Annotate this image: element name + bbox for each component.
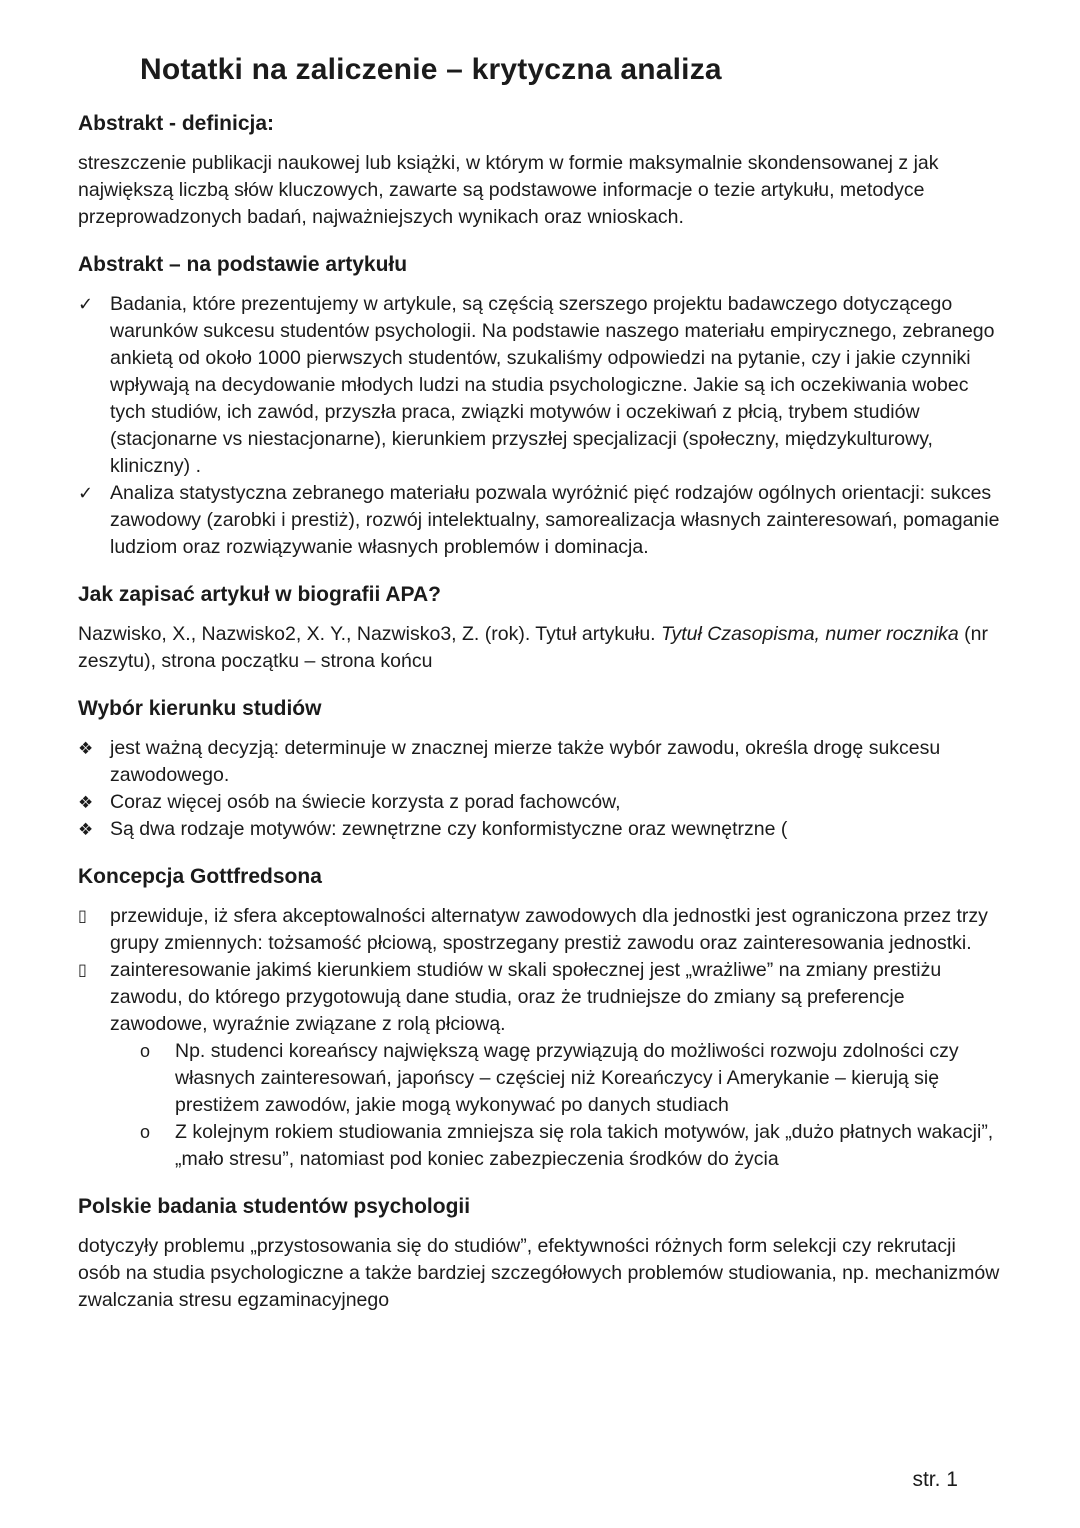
paragraph-apa	[78, 621, 1000, 675]
sub-list-item-text: Np. studenci koreańscy największą wagę przywiązują do możliwości rozwoju zdolności czy własnych zainteresowań, japońscy – częściej niż Koreańczycy i Amerykanie – kierują się prestiżem zawodów, jakie mogą wykonywać po danych studiach	[175, 1040, 959, 1116]
heading-apa: Jak zapisać artykuł w biografii APA?	[78, 583, 441, 606]
heading-abstrakt-definicja: Abstrakt - definicja:	[78, 112, 275, 135]
apa-text-italic: Tytuł Czasopisma, numer rocznika	[661, 623, 959, 645]
checkmark-icon: ✓	[78, 483, 94, 503]
circle-bullet-icon: o	[140, 1041, 151, 1061]
paragraph-polskie-badania: dotyczyły problemu „przystosowania się do studiów”, efektywności różnych form selekcji czy rekrutacji osób na studia psychologiczne a także bardziej szczegółowych problemów studiowania, np. mechanizmów zwalczania stresu egzaminacyjnego	[78, 1235, 1000, 1311]
list-item-text: Coraz więcej osób na świecie korzysta z porad fachowców,	[110, 791, 621, 813]
page-number: str. 1	[912, 1468, 958, 1491]
gottfredson-bullet-list	[78, 903, 1000, 1173]
apa-text-regular: Nazwisko, X., Nazwisko2, X. Y., Nazwisko3, Z. (rok). Tytuł artykułu.	[78, 623, 662, 645]
list-item-text: Badania, które prezentujemy w artykule, są częścią szerszego projektu badawczego dotyczącego warunków sukcesu studentów psychologii. Na podstawie naszego materiału empirycznego, zebranego ankietą od około 1000 pierwszych studentów, szukaliśmy odpowiedzi na pytanie, czy i jakie czynniki wpływają na decydowanie młodych ludzi na studia psychologiczne. Jakie są ich oczekiwania wobec tych studiów, ich zawód, przyszła praca, związki motywów i oczekiwań z płcią, trybem studiów (stacjonarne vs niestacjonarne), kierunkiem przyszłej specjalizacji (społeczny, międzykulturowy, kliniczny) .	[110, 293, 995, 477]
missing-glyph-bullet-icon: ▯	[78, 908, 87, 925]
diamond-bullet-icon: ❖	[78, 820, 94, 839]
list-item	[78, 480, 1000, 561]
diamond-bullet-icon: ❖	[78, 739, 94, 758]
checkmark-bullet-list	[78, 291, 1000, 561]
heading-gottfredson: Koncepcja Gottfredsona	[78, 865, 322, 888]
sub-list-item	[140, 1119, 1000, 1173]
list-item	[78, 291, 1000, 480]
paragraph-abstrakt-definicja: streszczenie publikacji naukowej lub książki, w którym w formie maksymalnie skondensowanej z jak największą liczbą słów kluczowych, zawarte są podstawowe informacje o tezie artykułu, metodyce przeprowadzonych badań, najważniejszych wynikach oraz wnioskach.	[78, 152, 939, 228]
checkmark-icon: ✓	[78, 294, 94, 314]
list-item	[78, 735, 1000, 789]
list-item-text: Są dwa rodzaje motywów: zewnętrzne czy konformistyczne oraz wewnętrzne (	[110, 818, 788, 840]
circle-bullet-icon: o	[140, 1122, 151, 1142]
missing-glyph-bullet-icon: ▯	[78, 962, 87, 979]
apa-text-regular: (nr zeszytu), strona początku – strona końcu	[78, 623, 988, 672]
sub-list-item	[140, 1038, 1000, 1119]
sub-list-item-text: Z kolejnym rokiem studiowania zmniejsza się rola takich motywów, jak „dużo płatnych wakacji”, „mało stresu”, natomiast pod koniec zabezpieczenia środków do życia	[175, 1121, 994, 1170]
list-item	[78, 816, 1000, 843]
heading-abstrakt-artykul: Abstrakt – na podstawie artykułu	[78, 253, 408, 276]
list-item-text: jest ważną decyzją: determinuje w znacznej mierze także wybór zawodu, określa drogę sukcesu zawodowego.	[110, 737, 941, 786]
list-item-text: przewiduje, iż sfera akceptowalności alternatyw zawodowych dla jednostki jest ograniczona przez trzy grupy zmiennych: tożsamość płciową, spostrzegany prestiż zawodu oraz zainteresowania jednostki.	[110, 905, 988, 954]
list-item-text: zainteresowanie jakimś kierunkiem studiów w skali społecznej jest „wrażliwe” na zmiany prestiżu zawodu, do którego przygotowują dane studia, oraz że trudniejsze do zmiany są preferencje zawodowe, wyraźnie związane z rolą płciową.	[110, 959, 942, 1035]
page-title: Notatki na zaliczenie – krytyczna analiza	[140, 53, 722, 86]
diamond-bullet-list	[78, 735, 1000, 843]
list-item-text: Analiza statystyczna zebranego materiału pozwala wyróżnić pięć rodzajów ogólnych orientacji: sukces zawodowy (zarobki i prestiż), rozwój intelektualny, samorealizacja własnych zainteresowań, pomaganie ludziom oraz rozwiązywanie własnych problemów i dominacja.	[110, 482, 1000, 558]
diamond-bullet-icon: ❖	[78, 793, 94, 812]
heading-polskie-badania: Polskie badania studentów psychologii	[78, 1195, 471, 1218]
heading-wybor-kierunku: Wybór kierunku studiów	[78, 697, 322, 720]
list-item	[78, 903, 1000, 957]
list-item	[78, 957, 1000, 1038]
list-item	[78, 789, 1000, 816]
